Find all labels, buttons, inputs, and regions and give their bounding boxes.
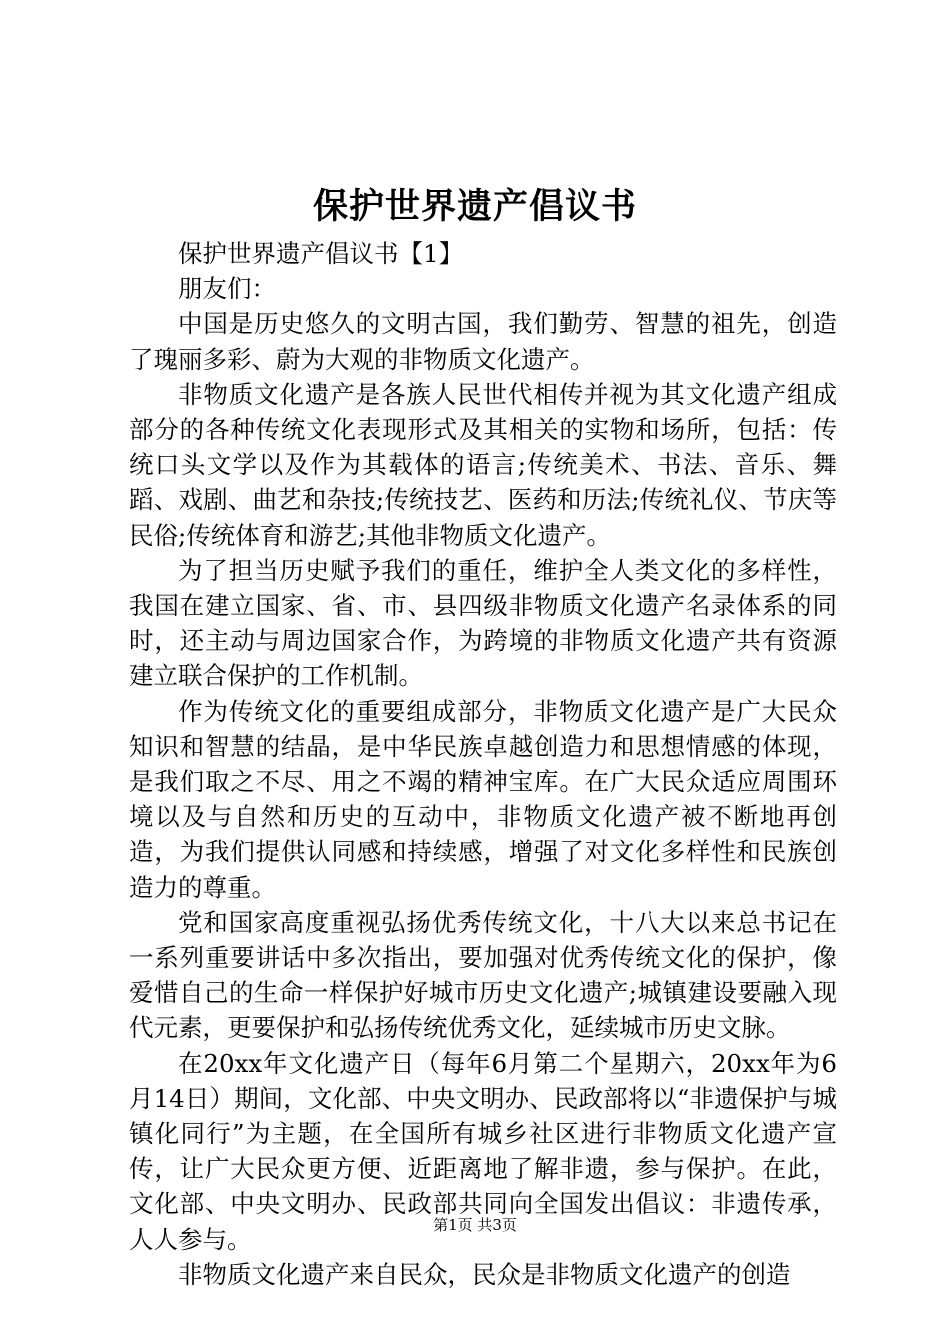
- paragraph: 作为传统文化的重要组成部分，非物质文化遗产是广大民众知识和智慧的结晶，是中华民族卓越创造力和思想情感的体现，是我们取之不尽、用之不竭的精神宝库。在广大民众适应周围环境以及与自然和历史的互动中，非物质文化遗产被不断地再创造，为我们提供认同感和持续感，增强了对文化多样性和民族创造力的尊重。: [129, 696, 837, 902]
- paragraph: 非物质文化遗产来自民众，民众是非物质文化遗产的创造: [178, 1259, 791, 1289]
- paragraph: 党和国家高度重视弘扬优秀传统文化，十八大以来总书记在一系列重要讲话中多次指出，要加强对优秀传统文化的保护，像爱惜自己的生命一样保护好城市历史文化遗产;城镇建设要融入现代元素，更要保护和弘扬传统优秀文化，延续城市历史文脉。: [129, 907, 837, 1043]
- paragraph-heading: 保护世界遗产倡议书【1】: [178, 239, 464, 268]
- page-footer: 第1页 共3页: [433, 1216, 517, 1234]
- document-title: 保护世界遗产倡议书: [312, 186, 637, 227]
- paragraph-salutation: 朋友们：: [178, 274, 276, 304]
- paragraph: 中国是历史悠久的文明古国，我们勤劳、智慧的祖先，创造了瑰丽多彩、蔚为大观的非物质文化遗产。: [129, 309, 837, 374]
- document-body: [129, 236, 837, 1292]
- paragraph: 在20xx年文化遗产日（每年6月第二个星期六，20xx年为6月14日）期间，文化部、中央文明办、民政部将以“非遗保护与城镇化同行”为主题，在全国所有城乡社区进行非物质文化遗产宣传，让广大民众更方便、近距离地了解非遗，参与保护。在此，文化部、中央文明办、民政部共同向全国发出倡议：非遗传承，人人参与。: [129, 1048, 837, 1254]
- paragraph: 为了担当历史赋予我们的重任，维护全人类文化的多样性，我国在建立国家、省、市、县四级非物质文化遗产名录体系的同时，还主动与周边国家合作，为跨境的非物质文化遗产共有资源建立联合保护的工作机制。: [129, 555, 837, 691]
- paragraph: 非物质文化遗产是各族人民世代相传并视为其文化遗产组成部分的各种传统文化表现形式及其相关的实物和场所，包括：传统口头文学以及作为其载体的语言;传统美术、书法、音乐、舞蹈、戏剧、曲艺和杂技;传统技艺、医药和历法;传统礼仪、节庆等民俗;传统体育和游艺;其他非物质文化遗产。: [129, 379, 837, 550]
